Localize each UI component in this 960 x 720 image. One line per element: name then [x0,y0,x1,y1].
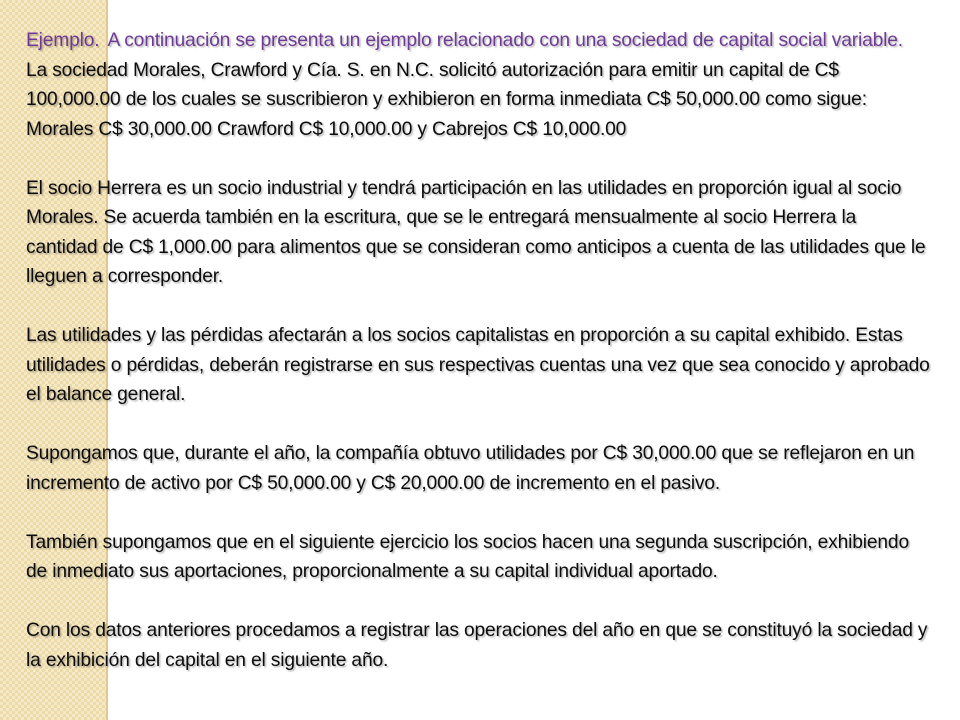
paragraph-segunda-suscripcion: También supongamos que en el siguiente ejercicio los socios hacen una segunda suscripción, exhibiendo de inmediato sus aportaciones, proporcionalmente a su capital individual aportado. [26,531,909,582]
paragraph-supuesto-anio: Supongamos que, durante el año, la compañía obtuvo utilidades por C$ 30,000.00 que se reflejaron en un incremento de activo por C$ 50,000.00 y C$ 20,000.00 de incremento en el pasivo. [26,443,915,494]
slide-body [26,26,931,675]
paragraph-conclusion: Con los datos anteriores procedamos a registrar las operaciones del año en que se constituyó la sociedad y la exhibición del capital en el siguiente año. [26,620,928,671]
paragraph-capital: La sociedad Morales, Crawford y Cía. S. en N.C. solicitó autorización para emitir un capital de C$ 100,000.00 de los cuales se suscribieron y exhibieron en forma inmediata C$ 50,000.00 como sigue: Morales C$ 30,000.00 Crawford C$ 10,000.00 y Cabrejos C$ 10,000.00 [26,59,867,140]
intro-paragraph [26,26,931,56]
intro-label: Ejemplo. [26,30,100,51]
intro-text: A continuación se presenta un ejemplo relacionado con una sociedad de capital social variable. [107,30,903,51]
paragraph-utilidades: Las utilidades y las pérdidas afectarán a los socios capitalistas en proporción a su capital exhibido. Estas utilidades o pérdidas, deberán registrarse en sus respectivas cuentas una vez que sea conocido y aprobado el balance general. [26,325,930,405]
paragraph-socio-industrial: El socio Herrera es un socio industrial y tendrá participación en las utilidades en proporción igual al socio Morales. Se acuerda también en la escritura, que se le entregará mensualmente al socio Herrera la cantidad de C$ 1,000.00 para alimentos que se consideran como anticipos a cuenta de las utilidades que le lleguen a corresponder. [26,177,926,287]
